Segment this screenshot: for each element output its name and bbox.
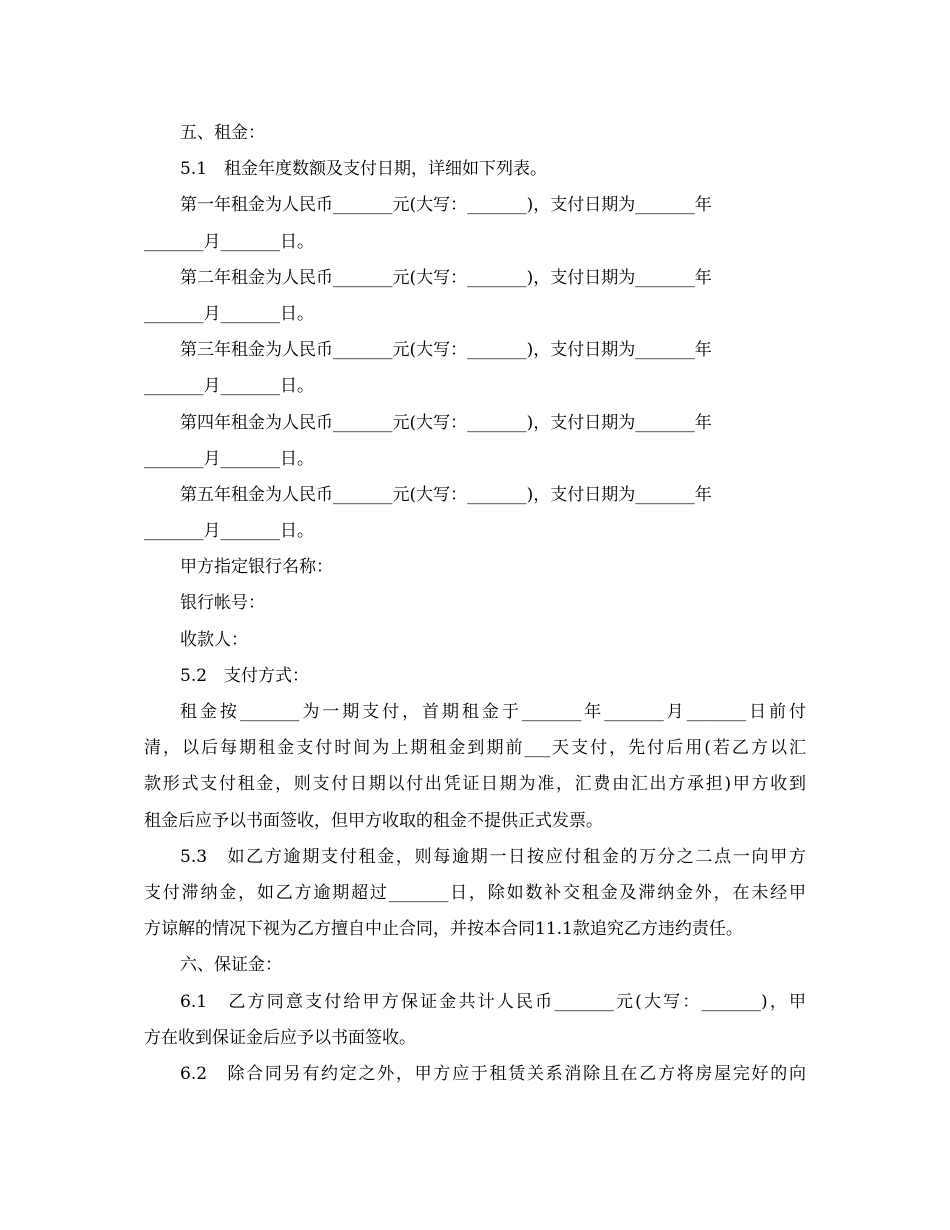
text-line: 5.2 支付方式： <box>180 665 310 686</box>
text-line: _______月_______日。 <box>144 376 314 397</box>
text-line: 第三年租金为人民币_______元(大写：_______)，支付日期为_______年 <box>180 340 712 361</box>
text-line: 6.1 乙方同意支付给甲方保证金共计人民币_______元(大写：_______)，甲 <box>180 991 806 1012</box>
text-line: _______月_______日。 <box>144 231 314 252</box>
text-line: 第一年租金为人民币_______元(大写：_______)，支付日期为_______年 <box>180 195 712 216</box>
text-line: 支付滞纳金，如乙方逾期超过_______日，除如数补交租金及滞纳金外，在未经甲 <box>144 882 806 903</box>
text-line: 方谅解的情况下视为乙方擅自中止合同，并按本合同11.1款追究乙方违约责任。 <box>144 919 743 940</box>
text-line: 6.2 除合同另有约定之外，甲方应于租赁关系消除且在乙方将房屋完好的向 <box>180 1063 806 1084</box>
text-line: 收款人： <box>180 629 248 650</box>
text-line: _______月_______日。 <box>144 521 314 542</box>
text-line: 第四年租金为人民币_______元(大写：_______)，支付日期为_______年 <box>180 412 712 433</box>
text-line: 第五年租金为人民币_______元(大写：_______)，支付日期为_______年 <box>180 484 712 505</box>
text-line: 银行帐号： <box>180 593 265 614</box>
text-line: 第二年租金为人民币_______元(大写：_______)，支付日期为_______年 <box>180 267 712 288</box>
text-line: 租金后应予以书面签收，但甲方收取的租金不提供正式发票。 <box>144 810 603 831</box>
text-line: 租金按_______为一期支付，首期租金于_______年_______月_______日前付 <box>180 702 806 722</box>
text-line: 甲方指定银行名称： <box>180 557 333 578</box>
text-line: 5.1 租金年度数额及支付日期，详细如下列表。 <box>180 159 548 180</box>
text-line: _______月_______日。 <box>144 448 314 469</box>
text-line: _______月_______日。 <box>144 303 314 324</box>
contract-page <box>144 115 806 1092</box>
text-line: 5.3 如乙方逾期支付租金，则每逾期一日按应付租金的万分之二点一向甲方 <box>180 846 806 867</box>
text-line: 方在收到保证金后应予以书面签收。 <box>144 1027 416 1048</box>
text-line: 六、保证金： <box>180 955 282 976</box>
text-line: 款形式支付租金，则支付日期以付出凭证日期为准，汇费由汇出方承担)甲方收到 <box>144 774 806 795</box>
text-line: 清，以后每期租金支付时间为上期租金到期前___天支付，先付后用(若乙方以汇 <box>144 738 806 759</box>
text-line: 五、租金： <box>180 123 265 143</box>
